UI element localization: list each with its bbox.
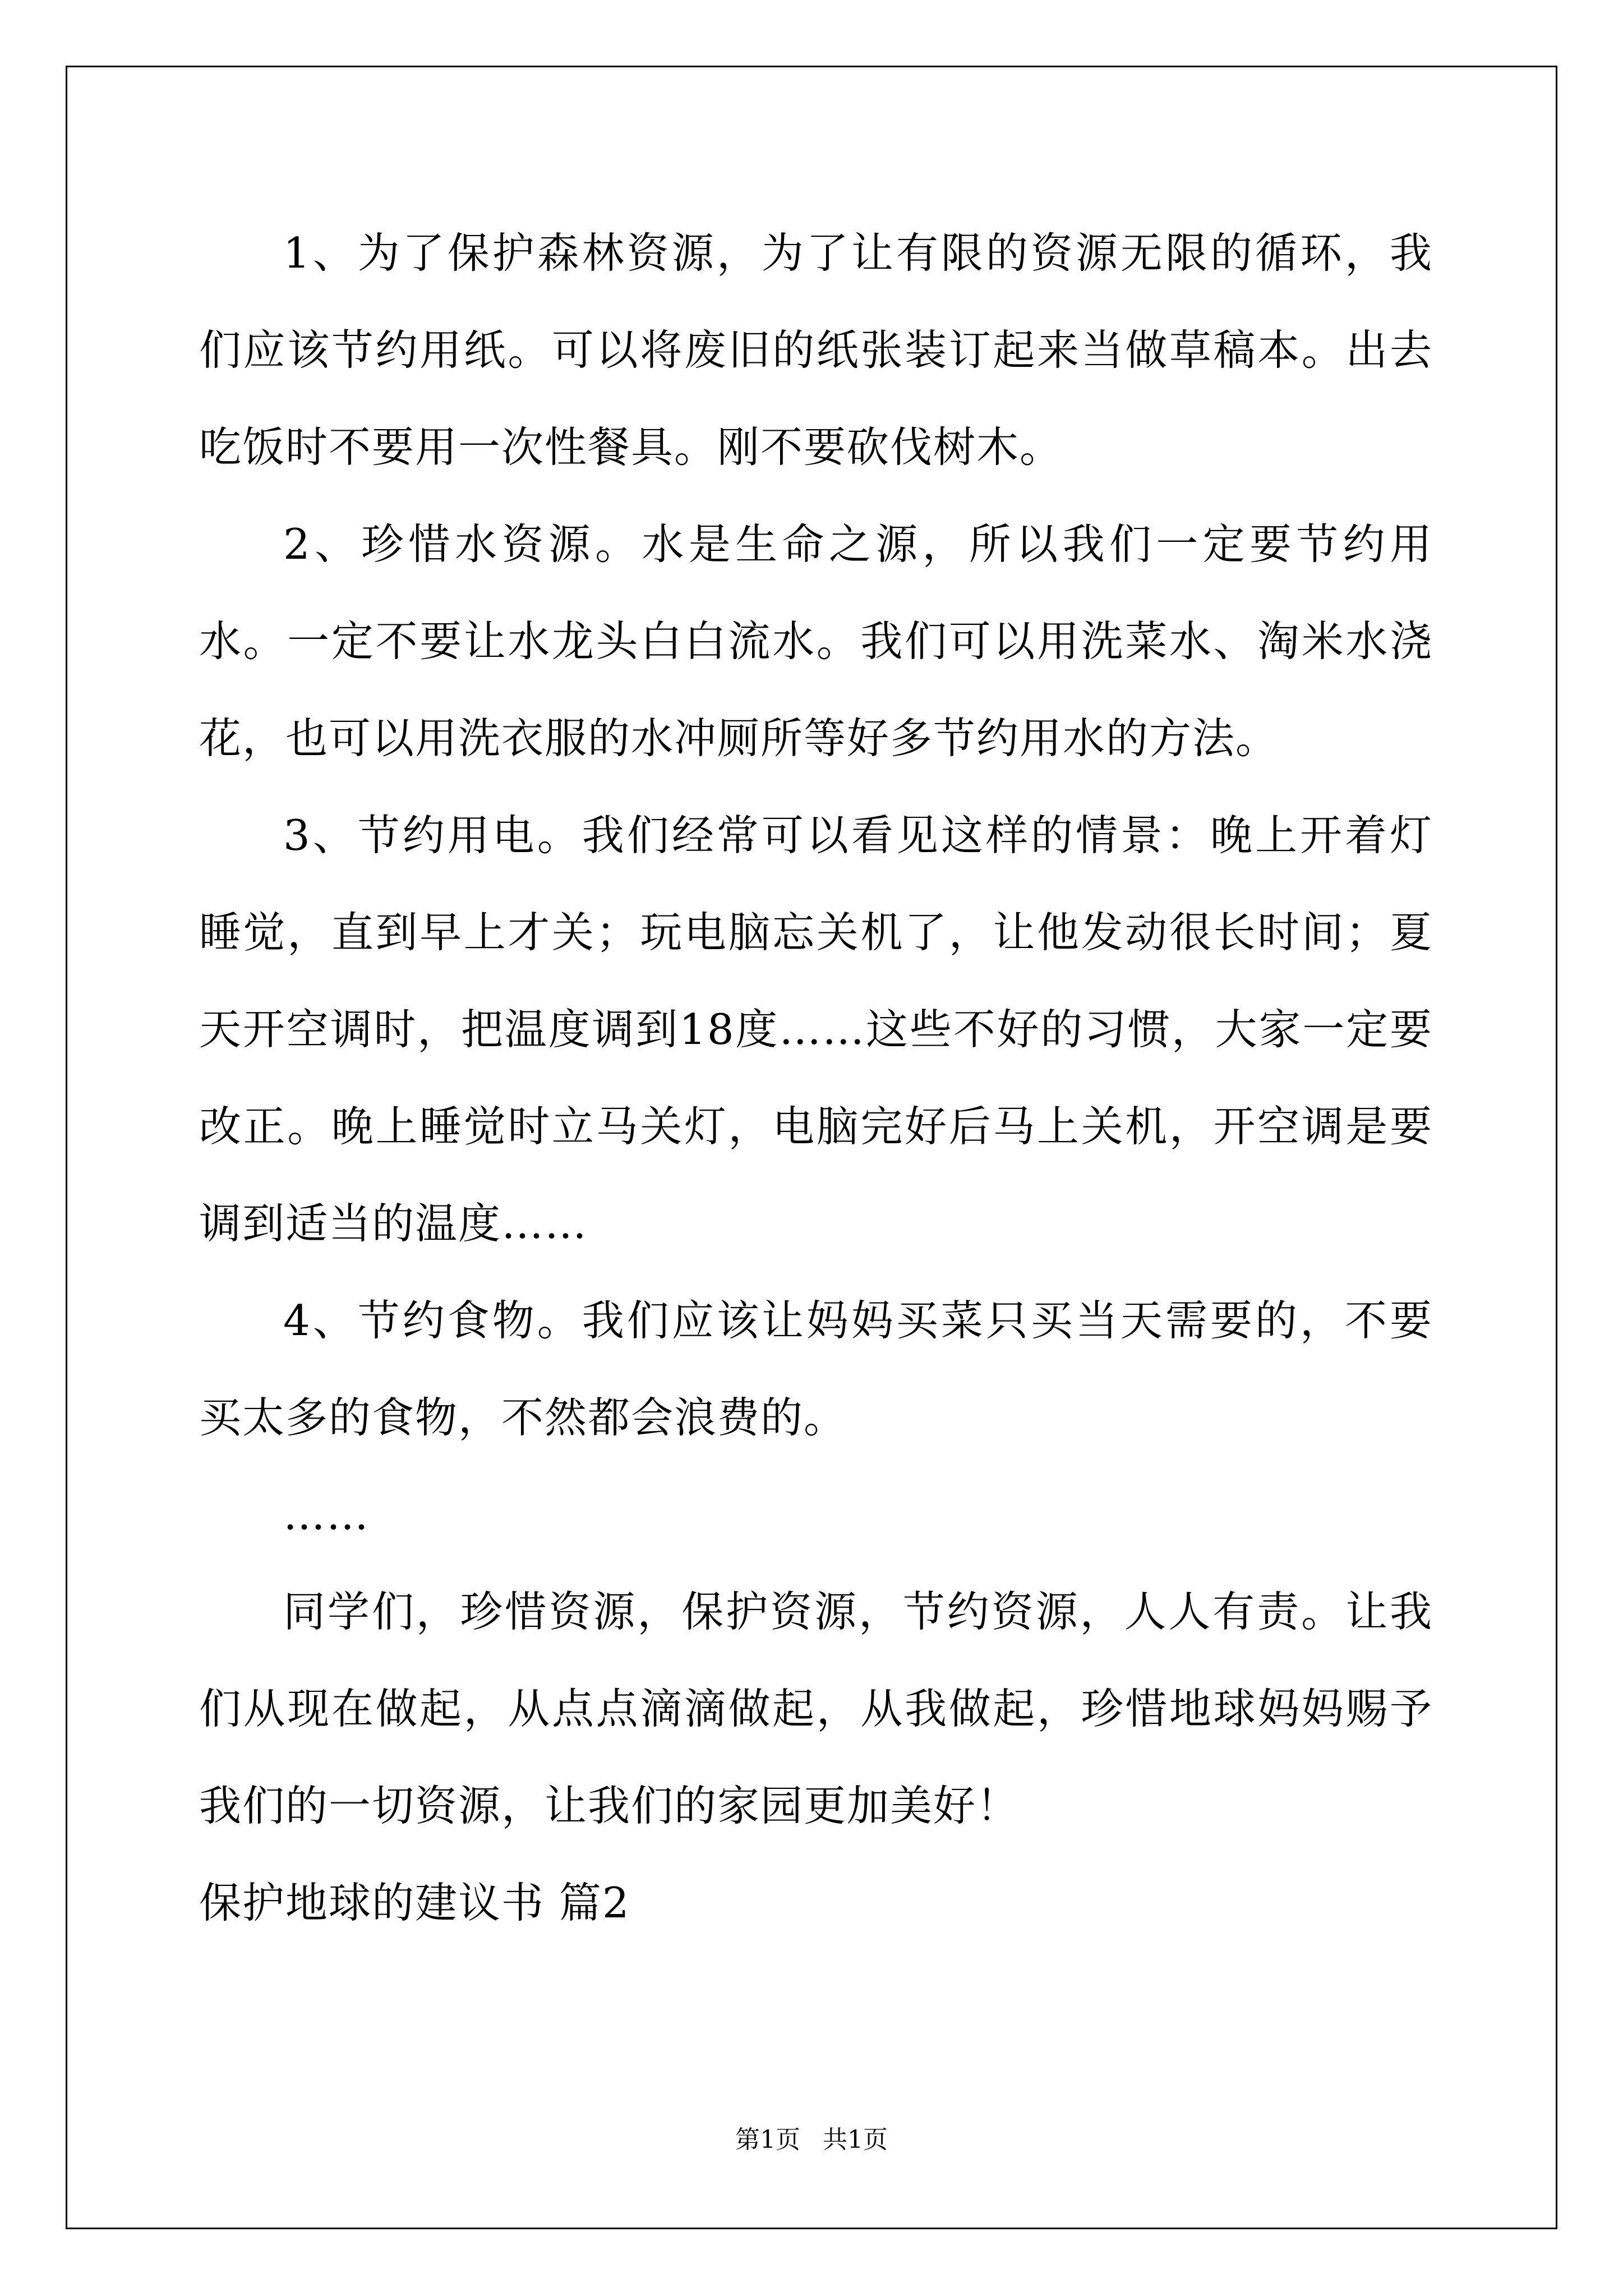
document-body xyxy=(199,205,1433,1952)
page-number: 第1页 xyxy=(735,2125,800,2154)
paragraph-3: 3、节约用电。我们经常可以看见这样的情景：晚上开着灯睡觉，直到早上才关；玩电脑忘关机了，让他发动很长时间；夏天开空调时，把温度调到18度……这些不好的习惯，大家一定要改正。晚上睡觉时立马关灯，电脑完好后马上关机，开空调是要调到适当的温度…… xyxy=(199,811,1433,1248)
section-title: 保护地球的建议书 篇2 xyxy=(199,1878,630,1927)
paragraph-4: 4、节约食物。我们应该让妈妈买菜只买当天需要的，不要买太多的食物，不然都会浪费的。 xyxy=(199,1296,1433,1442)
page-footer xyxy=(0,2123,1623,2157)
closing-paragraph: 同学们，珍惜资源，保护资源，节约资源，人人有责。让我们从现在做起，从点点滴滴做起，从我做起，珍惜地球妈妈赐予我们的一切资源，让我们的家园更加美好！ xyxy=(199,1587,1433,1830)
paragraph-1: 1、为了保护森林资源，为了让有限的资源无限的循环，我们应该节约用纸。可以将废旧的纸张装订起来当做草稿本。出去吃饭时不要用一次性餐具。刚不要砍伐树木。 xyxy=(199,228,1433,472)
ellipsis-paragraph: …… xyxy=(283,1490,370,1539)
paragraph-2: 2、珍惜水资源。水是生命之源，所以我们一定要节约用水。一定不要让水龙头白白流水。我们可以用洗菜水、淘米水浇花，也可以用洗衣服的水冲厕所等好多节约用水的方法。 xyxy=(199,519,1433,763)
page-total: 共1页 xyxy=(823,2125,888,2154)
